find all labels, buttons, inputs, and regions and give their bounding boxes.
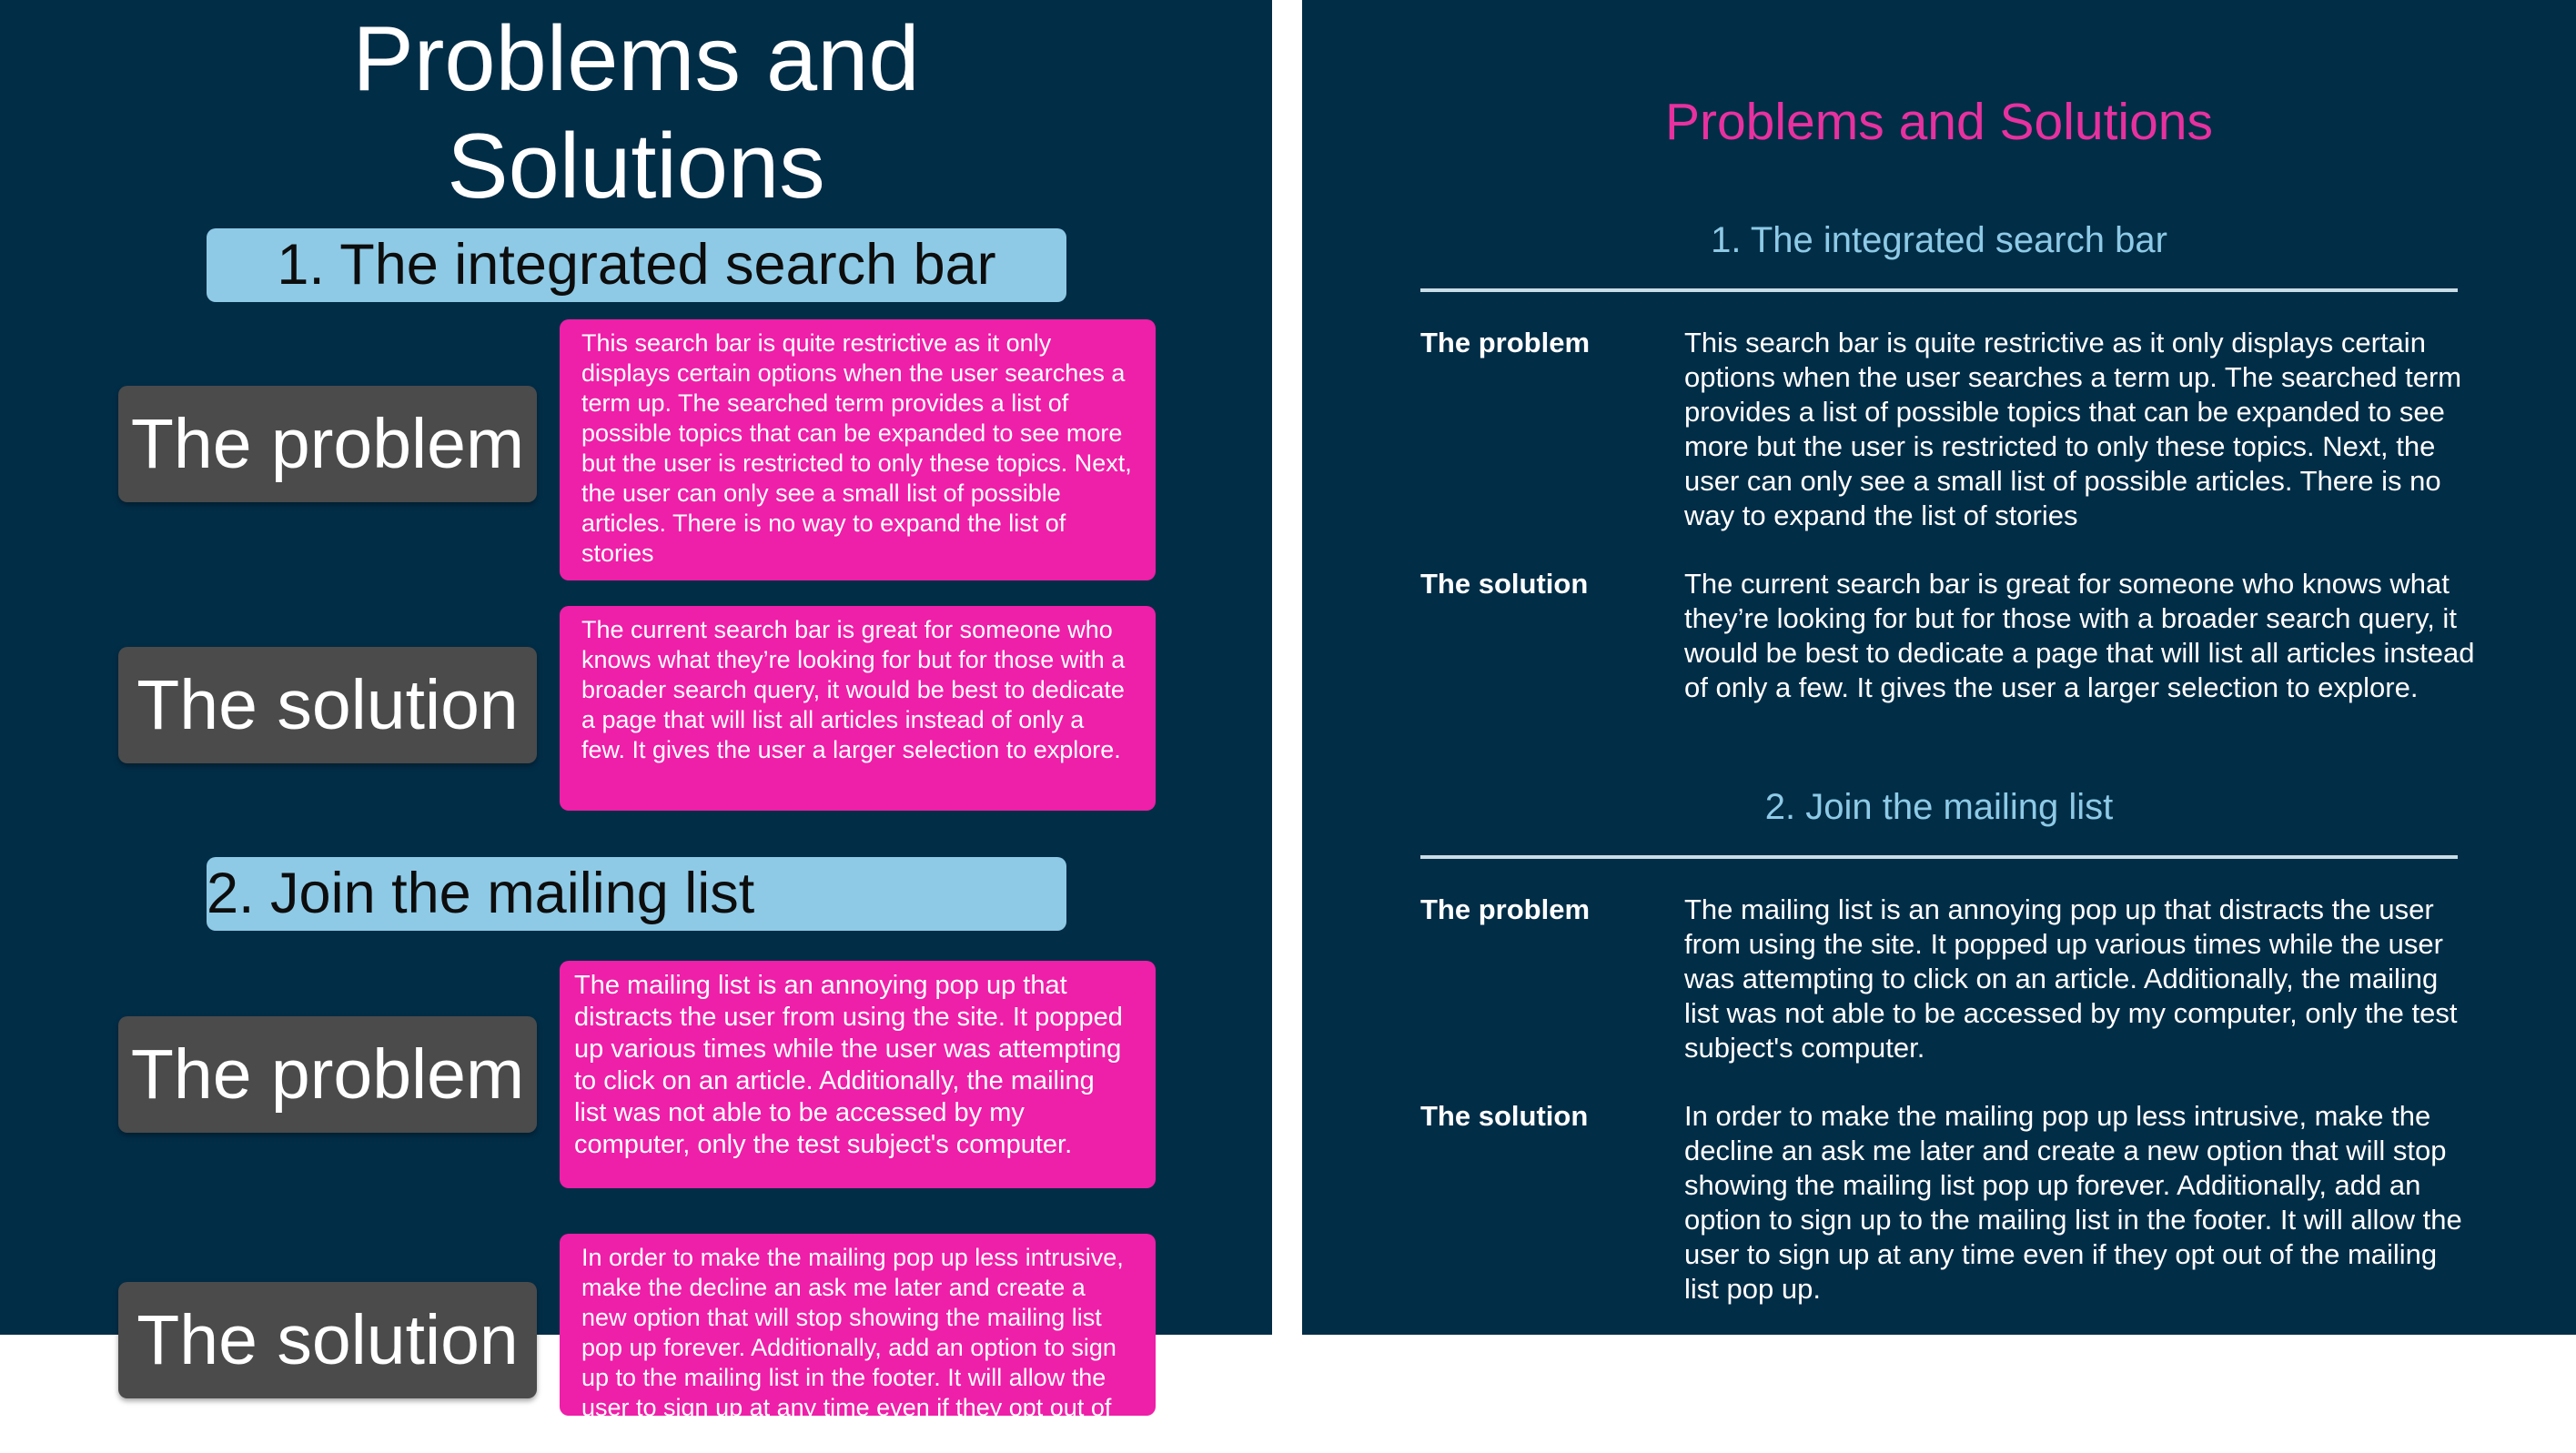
slide-title (0, 5, 1272, 220)
document-problem-text-1: This search bar is quite restrictive as it only displays certain options when the user searches a term up. The searched term provides a list of possible topics that can be expanded to see more but the user is restricted to only these topics. Next, the user can only see a small list of possible articles. There is no way to expand the list of stories (1684, 327, 2462, 531)
slide-problem-text-2: The mailing list is an annoying pop up that distracts the user from using the site. It popped up various times while the user was attempting to click on an article. Additionally, the mailing list was not able to be accessed by my computer, only the test subject's computer. (560, 961, 1156, 1188)
document-solution-text-2: In order to make the mailing pop up less intrusive, make the decline an ask me later and create a new option that will stop showing the mailing list pop up forever. Additionally, add an option to sign up to the mailing list in the footer. It will allow the user to sign up at any time even if they opt out of the mailing list pop up. (1684, 1100, 2462, 1305)
document-section-heading-2: 2. Join the mailing list (1764, 787, 2114, 827)
document-problem-text-2: The mailing list is an annoying pop up that distracts the user from using the site. It popped up various times while the user was attempting to click on an article. Additionally, the mailing list was not able to be accessed by my computer, only the test subject's computer. (1684, 893, 2458, 1064)
document-panel (1302, 0, 2576, 1335)
document-problem-label-2: The problem (1420, 893, 1591, 925)
slide-title-line-2: Solutions (447, 116, 825, 217)
slide-solution-label-2: The solution (118, 1282, 537, 1398)
document-title: Problems and Solutions (1664, 93, 2213, 151)
slide-section-heading-2: 2. Join the mailing list (207, 857, 1066, 931)
slide-panel (0, 0, 1272, 1451)
section-divider-2 (1420, 855, 2458, 859)
document-solution-label-2: The solution (1420, 1100, 1589, 1132)
document-solution-text-1: The current search bar is great for someone who knows what they’re looking for but for those with a broader search query, it would be best to dedicate a page that will list all articles instead of only a few. It gives the user a larger selection to explore. (1684, 568, 2475, 703)
slide-solution-text-2: In order to make the mailing pop up less intrusive, make the decline an ask me later and create a new option that will stop showing the mailing list pop up forever. Additionally, add an option to sign up to the mailing list in the footer. It will allow the user to sign up at any time even if they opt out of the mailing list pop up. (560, 1234, 1156, 1416)
document-solution-label-1: The solution (1420, 568, 1589, 600)
slide-title-line-1: Problems and (352, 8, 920, 110)
slide-solution-text-1: The current search bar is great for someone who knows what they’re looking for but for those with a broader search query, it would be best to dedicate a page that will list all articles instead of only a few. It gives the user a larger selection to explore. (560, 606, 1156, 811)
slide-problem-label-2: The problem (118, 1016, 537, 1133)
slide-section-heading-1: 1. The integrated search bar (207, 228, 1066, 302)
slide-problem-text-1: This search bar is quite restrictive as it only displays certain options when the user searches a term up. The searched term provides a list of possible topics that can be expanded to see more but the user is restricted to only these topics. Next, the user can only see a small list of possible articles. There is no way to expand the list of stories (560, 319, 1156, 580)
document-problem-label-1: The problem (1420, 327, 1591, 358)
slide-problem-label-1: The problem (118, 386, 537, 502)
section-divider-1 (1420, 288, 2458, 292)
document-section-heading-1: 1. The integrated search bar (1711, 220, 2167, 260)
slide-solution-label-1: The solution (118, 647, 537, 763)
